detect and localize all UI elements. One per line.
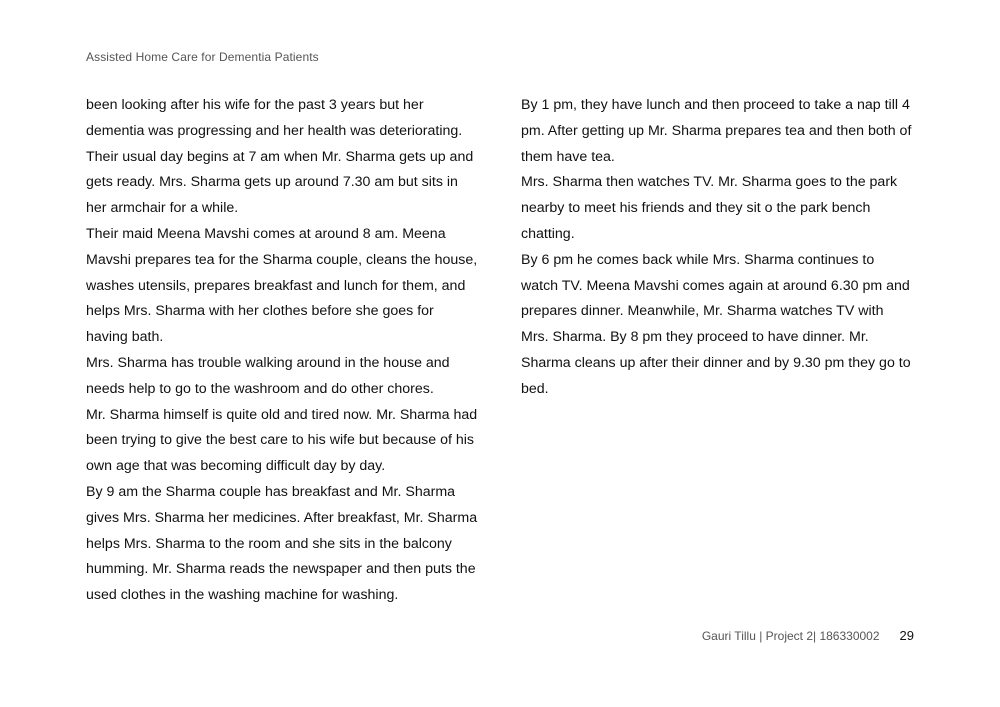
footer-author-info: Gauri Tillu | Project 2| 186330002 [701,629,880,643]
paragraph: Mrs. Sharma then watches TV. Mr. Sharma goes to the park nearby to meet his friends and they sit o the park bench chatting. [521,174,898,242]
paragraph: By 9 am the Sharma couple has breakfast and Mr. Sharma gives Mrs. Sharma her medicines. After breakfast, Mr. Sharma helps Mrs. Sharma to the room and she sits in the balcony humming. Mr. Sharma reads the newspaper and then puts the used clothes in the washing machine for washing. [86,483,478,604]
running-header: Assisted Home Care for Dementia Patients [86,50,319,64]
page-footer [702,628,914,643]
paragraph: Mr. Sharma himself is quite old and tired now. Mr. Sharma had been trying to give the best care to his wife but because of his own age that was becoming difficult day by day. [86,406,478,475]
paragraph: Mrs. Sharma has trouble walking around in the house and needs help to go to the washroom and do other chores. [86,354,450,397]
left-column [86,93,478,609]
paragraph: been looking after his wife for the past 3 years but her dementia was progressing and her health was deteriorating. Their usual day begins at 7 am when Mr. Sharma gets up and gets ready. Mrs. Sharma gets up around 7.30 am but sits in her armchair for a while. [86,97,474,217]
page-number: 29 [899,628,914,643]
right-column [521,93,913,403]
paragraph: Their maid Meena Mavshi comes at around 8 am. Meena Mavshi prepares tea for the Sharma couple, cleans the house, washes utensils, prepares breakfast and lunch for them, and helps Mrs. Sharma with her clothes before she goes for having bath. [86,225,478,346]
paragraph: By 6 pm he comes back while Mrs. Sharma continues to watch TV. Meena Mavshi comes again at around 6.30 pm and prepares dinner. Meanwhile, Mr. Sharma watches TV with Mrs. Sharma. By 8 pm they proceed to have dinner. Mr. Sharma cleans up after their dinner and by 9.30 pm they go to bed. [521,251,911,397]
paragraph: By 1 pm, they have lunch and then proceed to take a nap till 4 pm. After getting up Mr. Sharma prepares tea and then both of them have tea. [521,97,912,165]
